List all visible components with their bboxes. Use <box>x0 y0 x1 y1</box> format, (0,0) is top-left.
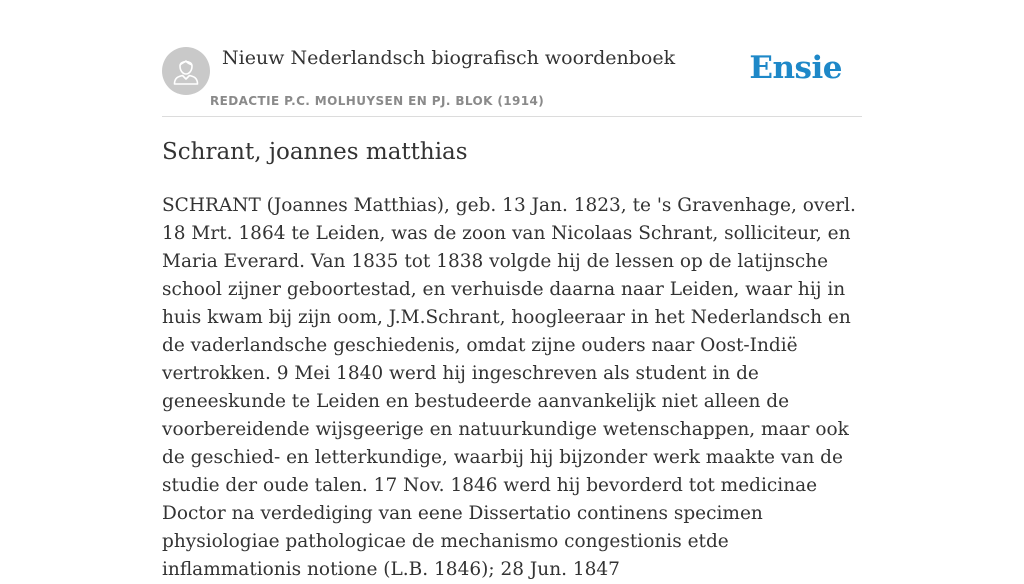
source-avatar[interactable] <box>162 47 210 95</box>
source-header <box>162 44 862 117</box>
page-title: Schrant, joannes matthias <box>162 139 468 165</box>
user-icon <box>173 56 199 86</box>
source-title[interactable]: Nieuw Nederlandsch biografisch woordenboek <box>222 47 676 69</box>
article-body: SCHRANT (Joannes Matthias), geb. 13 Jan. 1823, te 's Gravenhage, overl. 18 Mrt. 1864 te Leiden, was de zoon van Nicolaas Schrant, solliciteur, en Maria Everard. Van 1835 tot 1838 volgde hij de lessen op de latijnsche school zijner geboortestad, en verhuisde daarna naar Leiden, waar hij in huis kwam bij zijn oom, J.M.Schrant, hoogleeraar in het Nederlandsch en de vaderlandsche geschiedenis, omdat zijne ouders naar Oost-Indië vertrokken. 9 Mei 1840 werd hij ingeschreven als student in de geneeskunde te Leiden en bestudeerde aanvankelijk niet alleen de voorbereidende wijsgeerige en natuurkundige wetenschappen, maar ook de geschied- en letterkundige, waarbij hij bijzonder werk maakte van de studie der oude talen. 17 Nov. 1846 werd hij bevorderd tot medicinae Doctor na verdediging van eene Dissertatio continens specimen physiologiae pathologicae de mechanismo congestionis etde inflammationis notione (L.B. 1846); 28 Jun. 1847 <box>162 195 856 580</box>
ensie-logo[interactable]: Ensie <box>749 50 842 86</box>
source-subtitle: REDACTIE P.C. MOLHUYSEN EN PJ. BLOK (1914) <box>210 94 545 108</box>
